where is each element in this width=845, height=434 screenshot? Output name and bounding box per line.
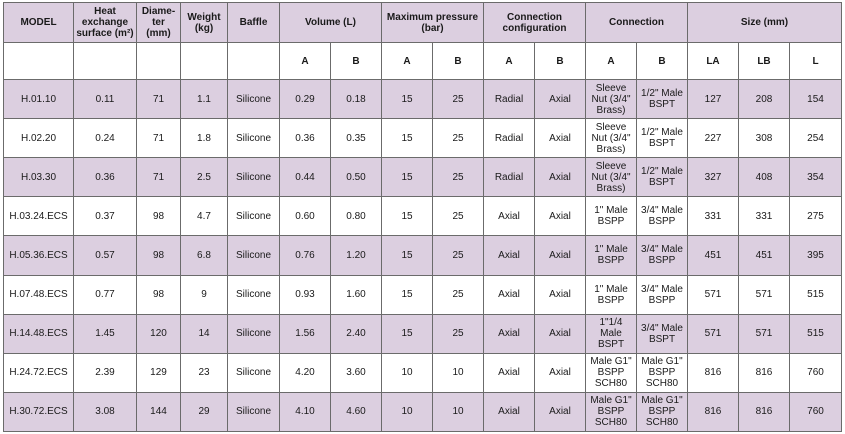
cell-l: 354 — [790, 158, 842, 197]
cell-surface: 1.45 — [74, 314, 137, 353]
table-body — [4, 80, 842, 432]
subheader-volume-b: B — [331, 43, 382, 80]
cell-pressure-a: 15 — [382, 158, 433, 197]
cell-weight: 2.5 — [181, 158, 228, 197]
cell-l: 515 — [790, 314, 842, 353]
cell-volume-b: 0.80 — [331, 197, 382, 236]
cell-la: 451 — [688, 236, 739, 275]
cell-config-a: Axial — [484, 275, 535, 314]
cell-volume-b: 1.20 — [331, 236, 382, 275]
cell-diameter: 98 — [137, 236, 181, 275]
cell-l: 254 — [790, 119, 842, 158]
cell-pressure-a: 15 — [382, 314, 433, 353]
header-size: Size (mm) — [688, 3, 842, 43]
header-baffle: Baffle — [228, 3, 280, 43]
header-weight: Weight (kg) — [181, 3, 228, 43]
cell-model: H.30.72.ECS — [4, 392, 74, 431]
cell-volume-a: 0.76 — [280, 236, 331, 275]
cell-connection-b: 3/4" Male BSPT — [637, 314, 688, 353]
cell-connection-b: 3/4" Male BSPP — [637, 275, 688, 314]
cell-volume-b: 1.60 — [331, 275, 382, 314]
cell-config-b: Axial — [535, 158, 586, 197]
subheader-empty — [137, 43, 181, 80]
subheader-pressure-b: B — [433, 43, 484, 80]
header-model: MODEL — [4, 3, 74, 43]
cell-config-a: Radial — [484, 80, 535, 119]
cell-lb: 571 — [739, 314, 790, 353]
cell-lb: 816 — [739, 353, 790, 392]
table-row — [4, 119, 842, 158]
cell-baffle: Silicone — [228, 275, 280, 314]
header-connection-configuration: Connection configuration — [484, 3, 586, 43]
cell-weight: 23 — [181, 353, 228, 392]
cell-pressure-b: 25 — [433, 275, 484, 314]
cell-volume-a: 0.93 — [280, 275, 331, 314]
cell-pressure-b: 10 — [433, 392, 484, 431]
cell-weight: 14 — [181, 314, 228, 353]
cell-lb: 571 — [739, 275, 790, 314]
cell-config-a: Axial — [484, 197, 535, 236]
cell-la: 816 — [688, 392, 739, 431]
cell-pressure-a: 15 — [382, 80, 433, 119]
cell-lb: 451 — [739, 236, 790, 275]
subheader-volume-a: A — [280, 43, 331, 80]
cell-surface: 0.77 — [74, 275, 137, 314]
cell-baffle: Silicone — [228, 158, 280, 197]
cell-weight: 29 — [181, 392, 228, 431]
subheader-pressure-a: A — [382, 43, 433, 80]
table-row — [4, 392, 842, 431]
subheader-lb: LB — [739, 43, 790, 80]
cell-lb: 408 — [739, 158, 790, 197]
cell-baffle: Silicone — [228, 80, 280, 119]
cell-pressure-a: 10 — [382, 392, 433, 431]
subheader-empty — [4, 43, 74, 80]
cell-connection-b: 3/4" Male BSPP — [637, 236, 688, 275]
cell-baffle: Silicone — [228, 197, 280, 236]
cell-l: 275 — [790, 197, 842, 236]
cell-volume-b: 3.60 — [331, 353, 382, 392]
cell-config-a: Radial — [484, 158, 535, 197]
cell-config-b: Axial — [535, 353, 586, 392]
cell-volume-a: 0.29 — [280, 80, 331, 119]
cell-diameter: 71 — [137, 80, 181, 119]
cell-diameter: 98 — [137, 275, 181, 314]
cell-connection-a: Sleeve Nut (3/4" Brass) — [586, 119, 637, 158]
cell-model: H.14.48.ECS — [4, 314, 74, 353]
cell-weight: 1.1 — [181, 80, 228, 119]
cell-connection-b: Male G1" BSPP SCH80 — [637, 353, 688, 392]
cell-la: 327 — [688, 158, 739, 197]
cell-pressure-a: 15 — [382, 119, 433, 158]
header-connection: Connection — [586, 3, 688, 43]
cell-la: 331 — [688, 197, 739, 236]
cell-model: H.01.10 — [4, 80, 74, 119]
subheader-config-a: A — [484, 43, 535, 80]
cell-pressure-b: 10 — [433, 353, 484, 392]
cell-diameter: 98 — [137, 197, 181, 236]
cell-diameter: 144 — [137, 392, 181, 431]
cell-surface: 0.57 — [74, 236, 137, 275]
cell-connection-a: Male G1" BSPP SCH80 — [586, 392, 637, 431]
cell-la: 816 — [688, 353, 739, 392]
table-row — [4, 275, 842, 314]
subheader-connection-a: A — [586, 43, 637, 80]
cell-weight: 1.8 — [181, 119, 228, 158]
cell-baffle: Silicone — [228, 392, 280, 431]
cell-volume-a: 0.36 — [280, 119, 331, 158]
header-volume: Volume (L) — [280, 3, 382, 43]
cell-volume-b: 0.35 — [331, 119, 382, 158]
cell-volume-b: 0.18 — [331, 80, 382, 119]
cell-surface: 0.11 — [74, 80, 137, 119]
cell-la: 227 — [688, 119, 739, 158]
cell-volume-a: 4.10 — [280, 392, 331, 431]
cell-connection-a: 1" Male BSPP — [586, 236, 637, 275]
subheader-la: LA — [688, 43, 739, 80]
cell-connection-a: Sleeve Nut (3/4" Brass) — [586, 158, 637, 197]
cell-model: H.02.20 — [4, 119, 74, 158]
cell-connection-b: 1/2" Male BSPT — [637, 80, 688, 119]
header-diameter: Diame-ter (mm) — [137, 3, 181, 43]
cell-diameter: 71 — [137, 119, 181, 158]
subheader-row — [4, 43, 842, 80]
table-row — [4, 236, 842, 275]
cell-volume-a: 1.56 — [280, 314, 331, 353]
cell-config-b: Axial — [535, 80, 586, 119]
cell-la: 127 — [688, 80, 739, 119]
cell-config-a: Axial — [484, 236, 535, 275]
cell-weight: 9 — [181, 275, 228, 314]
cell-model: H.24.72.ECS — [4, 353, 74, 392]
cell-l: 515 — [790, 275, 842, 314]
cell-config-b: Axial — [535, 119, 586, 158]
cell-connection-a: Sleeve Nut (3/4" Brass) — [586, 80, 637, 119]
cell-surface: 3.08 — [74, 392, 137, 431]
cell-weight: 6.8 — [181, 236, 228, 275]
cell-l: 760 — [790, 392, 842, 431]
cell-config-b: Axial — [535, 275, 586, 314]
cell-config-b: Axial — [535, 236, 586, 275]
subheader-config-b: B — [535, 43, 586, 80]
cell-connection-b: 1/2" Male BSPT — [637, 158, 688, 197]
cell-pressure-b: 25 — [433, 119, 484, 158]
cell-volume-b: 4.60 — [331, 392, 382, 431]
cell-l: 154 — [790, 80, 842, 119]
cell-pressure-a: 15 — [382, 236, 433, 275]
cell-connection-a: Male G1" BSPP SCH80 — [586, 353, 637, 392]
cell-config-a: Axial — [484, 353, 535, 392]
cell-model: H.07.48.ECS — [4, 275, 74, 314]
cell-volume-a: 4.20 — [280, 353, 331, 392]
cell-config-a: Axial — [484, 392, 535, 431]
cell-weight: 4.7 — [181, 197, 228, 236]
cell-lb: 331 — [739, 197, 790, 236]
cell-surface: 2.39 — [74, 353, 137, 392]
cell-pressure-a: 10 — [382, 353, 433, 392]
subheader-empty — [228, 43, 280, 80]
cell-config-b: Axial — [535, 392, 586, 431]
cell-baffle: Silicone — [228, 314, 280, 353]
cell-lb: 208 — [739, 80, 790, 119]
table-row — [4, 314, 842, 353]
cell-la: 571 — [688, 314, 739, 353]
header-max-pressure: Maximum pressure (bar) — [382, 3, 484, 43]
cell-pressure-a: 15 — [382, 197, 433, 236]
cell-connection-a: 1" Male BSPP — [586, 197, 637, 236]
cell-pressure-a: 15 — [382, 275, 433, 314]
cell-la: 571 — [688, 275, 739, 314]
cell-connection-b: 3/4" Male BSPP — [637, 197, 688, 236]
cell-surface: 0.37 — [74, 197, 137, 236]
specifications-table — [3, 2, 842, 432]
cell-config-b: Axial — [535, 197, 586, 236]
cell-lb: 308 — [739, 119, 790, 158]
cell-diameter: 120 — [137, 314, 181, 353]
cell-model: H.03.30 — [4, 158, 74, 197]
cell-config-a: Axial — [484, 314, 535, 353]
table-row — [4, 197, 842, 236]
cell-volume-b: 2.40 — [331, 314, 382, 353]
subheader-l: L — [790, 43, 842, 80]
cell-config-b: Axial — [535, 314, 586, 353]
table-row — [4, 353, 842, 392]
cell-volume-a: 0.60 — [280, 197, 331, 236]
cell-pressure-b: 25 — [433, 314, 484, 353]
cell-diameter: 71 — [137, 158, 181, 197]
cell-lb: 816 — [739, 392, 790, 431]
cell-connection-a: 1" Male BSPP — [586, 275, 637, 314]
subheader-empty — [74, 43, 137, 80]
cell-model: H.05.36.ECS — [4, 236, 74, 275]
cell-pressure-b: 25 — [433, 197, 484, 236]
subheader-empty — [181, 43, 228, 80]
table-row — [4, 80, 842, 119]
cell-model: H.03.24.ECS — [4, 197, 74, 236]
cell-pressure-b: 25 — [433, 80, 484, 119]
cell-connection-a: 1"1/4 Male BSPT — [586, 314, 637, 353]
cell-baffle: Silicone — [228, 353, 280, 392]
cell-volume-b: 0.50 — [331, 158, 382, 197]
cell-connection-b: 1/2" Male BSPT — [637, 119, 688, 158]
cell-pressure-b: 25 — [433, 158, 484, 197]
cell-volume-a: 0.44 — [280, 158, 331, 197]
cell-surface: 0.36 — [74, 158, 137, 197]
subheader-connection-b: B — [637, 43, 688, 80]
cell-diameter: 129 — [137, 353, 181, 392]
cell-connection-b: Male G1" BSPP SCH80 — [637, 392, 688, 431]
cell-surface: 0.24 — [74, 119, 137, 158]
header-heat-exchange-surface: Heat exchange surface (m²) — [74, 3, 137, 43]
cell-config-a: Radial — [484, 119, 535, 158]
cell-l: 395 — [790, 236, 842, 275]
cell-baffle: Silicone — [228, 119, 280, 158]
cell-l: 760 — [790, 353, 842, 392]
cell-pressure-b: 25 — [433, 236, 484, 275]
header-row — [4, 3, 842, 43]
cell-baffle: Silicone — [228, 236, 280, 275]
table-row — [4, 158, 842, 197]
